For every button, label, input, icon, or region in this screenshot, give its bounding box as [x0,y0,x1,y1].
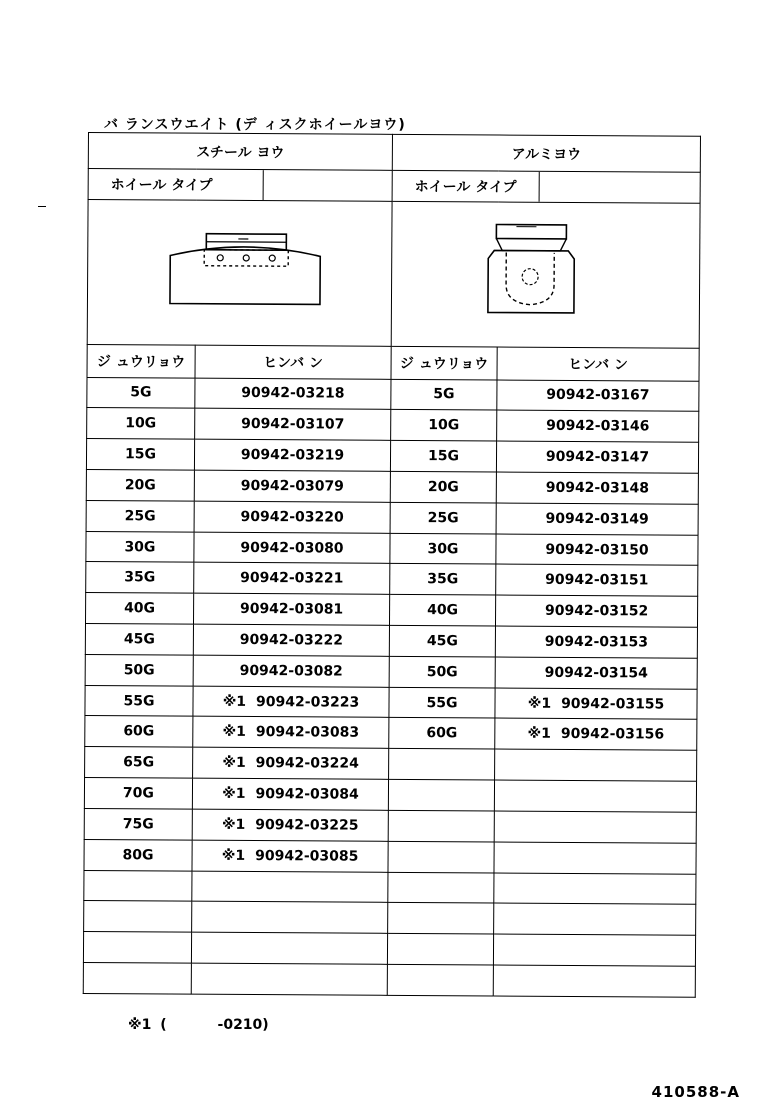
steel-part-cell [193,747,389,779]
table-row [84,778,696,813]
alum-weight-cell [388,810,494,841]
margin-tick-mark [38,206,46,207]
steel-weight-cell: 25G [86,500,194,531]
steel-part-header: ヒンバ ン [195,345,391,379]
table-row [86,531,698,566]
part-number: 90942-03219 [240,447,345,464]
alum-part-cell [493,965,695,997]
table-row [84,901,696,936]
steel-weight-cell [84,901,192,932]
alum-wheel-type-label: ホイール タイプ [393,171,540,201]
table-row [83,932,695,967]
alum-adhesive-weight-icon [445,212,646,333]
alum-weight-cell [387,934,493,965]
alum-part-cell [494,903,696,935]
steel-weight-cell [83,932,191,963]
alum-weight-cell: 55G [389,687,495,718]
note-mark: ※1 [222,693,247,710]
steel-wheel-type-cell [88,169,392,201]
part-number: 90942-03084 [255,786,359,803]
part-number: 90942-03148 [545,479,650,497]
steel-part-cell [193,655,389,687]
steel-part-cell [193,686,389,718]
alum-weight-cell: 5G [391,379,497,410]
page-title: バ ランスウエイト (デ ィスクホイールヨウ) [104,117,406,133]
alum-weight-cell [388,779,494,810]
part-number: 90942-03152 [544,602,649,620]
steel-part-cell [194,470,390,502]
balance-weight-table [83,132,700,998]
steel-part-cell [194,501,390,533]
table-row [85,624,697,659]
part-number: 90942-03081 [239,601,344,618]
steel-weight-cell: 80G [84,839,192,870]
table-row [85,593,697,628]
table-row [85,654,697,689]
alum-weight-header: ジ ュウリョウ [391,347,497,380]
part-number: 90942-03082 [239,662,343,680]
document-id: 410588-A [651,1083,740,1101]
alum-weight-cell [389,749,495,780]
alum-weight-drawing [391,201,700,348]
footnote-range-end: -0210) [217,1017,269,1033]
steel-weight-cell: 35G [86,562,194,593]
alum-weight-cell: 25G [390,502,496,533]
alum-wheel-type-cell [392,171,700,203]
steel-part-cell [192,901,388,933]
note-mark: ※1 [222,755,246,772]
table-row [86,562,698,597]
alum-part-cell [497,380,699,412]
alum-weight-cell: 10G [391,410,497,441]
table-row [86,469,698,504]
note-mark: ※1 [222,724,246,741]
part-number: 90942-03146 [546,418,650,435]
part-number: 90942-03156 [560,726,665,743]
steel-part-cell [191,932,387,964]
alum-weight-cell: 15G [390,441,496,472]
table-row [84,870,696,905]
steel-weight-cell: 5G [87,377,195,408]
note-mark: ※1 [527,726,551,743]
steel-wheel-type-value [264,170,392,200]
steel-weight-cell: 10G [87,408,195,439]
alum-weight-cell: 45G [389,625,495,656]
alum-part-cell [494,780,696,812]
steel-section-header: スチール ヨウ [88,133,392,171]
part-number: 90942-03107 [241,416,345,433]
alum-part-cell [493,934,695,966]
table-row [86,439,698,474]
footnote-mark: ※1 [128,1017,152,1033]
alum-part-cell [496,564,698,596]
steel-weight-cell [83,962,191,994]
steel-weight-cell: 65G [85,747,193,778]
part-number: 90942-03147 [545,448,650,466]
steel-weight-cell: 55G [85,685,193,716]
part-number: 90942-03149 [545,510,649,528]
alum-weight-cell [387,964,493,996]
alum-part-cell [496,441,698,473]
table-row [83,962,695,997]
alum-part-cell [494,811,696,843]
note-mark: ※1 [221,816,246,833]
part-number: 90942-03085 [255,847,359,865]
alum-part-cell [496,472,698,504]
part-number: 90942-03080 [240,539,344,557]
alum-part-cell [495,626,697,658]
steel-weight-cell: 70G [84,778,192,809]
footnote [128,1017,269,1033]
steel-weight-cell: 60G [85,716,193,747]
alum-weight-cell: 50G [389,656,495,687]
part-number: 90942-03151 [545,572,649,589]
alum-weight-cell: 35G [390,564,496,595]
part-number: 90942-03221 [240,570,344,587]
table-row [84,808,696,843]
part-number: 90942-03218 [241,385,345,403]
note-mark: ※1 [221,847,246,864]
steel-weight-cell: 15G [86,439,194,470]
steel-weight-cell: 20G [86,469,194,500]
alum-part-cell [495,718,697,750]
alum-weight-cell [388,903,494,934]
steel-part-cell [194,563,390,595]
alum-weight-cell: 40G [390,595,496,626]
alum-weight-cell [388,872,494,903]
steel-weight-header: ジ ュウリョウ [87,345,195,378]
steel-part-cell [195,378,391,410]
note-mark: ※1 [527,695,552,712]
steel-weight-cell: 45G [85,624,193,655]
alum-part-cell [497,410,699,442]
part-number: 90942-03083 [255,724,360,742]
table-row [87,408,699,443]
table-row [87,377,699,412]
part-number: 90942-03167 [546,387,650,404]
steel-weight-cell: 50G [85,654,193,685]
table-row [85,747,697,782]
alum-part-cell [494,873,696,905]
steel-part-cell [192,778,388,810]
part-number: 90942-03222 [239,631,344,649]
part-number: 90942-03079 [240,477,345,495]
steel-part-cell [193,717,389,749]
steel-weight-drawing [87,199,392,346]
steel-weight-cell: 75G [84,808,192,839]
part-number: 90942-03150 [545,541,649,558]
alum-part-cell [495,749,697,781]
steel-part-cell [193,593,389,625]
alum-section-header: アルミヨウ [392,134,700,172]
alum-part-cell [496,595,698,627]
note-mark: ※1 [222,785,246,802]
steel-part-cell [193,624,389,656]
footnote-open-paren: ( [160,1017,167,1033]
part-number: 90942-03154 [544,664,648,682]
alum-part-header: ヒンバ ン [497,347,699,381]
table-row [86,500,698,535]
steel-part-cell [192,840,388,872]
part-number: 90942-03225 [255,816,359,834]
part-number: 90942-03224 [255,755,359,772]
table-row [84,839,696,874]
steel-weight-cell: 40G [85,593,193,624]
part-number: 90942-03223 [256,693,360,711]
alum-part-cell [495,688,697,720]
steel-part-cell [191,963,387,995]
steel-part-cell [192,809,388,841]
alum-weight-cell: 60G [389,718,495,749]
steel-part-cell [195,409,391,441]
steel-part-cell [194,532,390,564]
alum-part-cell [494,842,696,874]
alum-weight-cell: 20G [390,471,496,502]
table-row [85,716,697,751]
alum-part-cell [495,657,697,689]
alum-wheel-type-value [540,172,700,202]
alum-part-cell [496,503,698,535]
part-number: 90942-03155 [561,695,665,713]
steel-part-cell [194,439,390,471]
alum-weight-cell [388,841,494,872]
steel-weight-cell [84,870,192,901]
steel-wheel-type-label: ホイール タイプ [89,169,264,199]
alum-part-cell [496,534,698,566]
steel-clip-weight-icon [139,215,340,326]
steel-part-cell [192,871,388,903]
alum-weight-cell: 30G [390,533,496,564]
steel-weight-cell: 30G [86,531,194,562]
part-number: 90942-03153 [544,633,649,651]
table-row [85,685,697,720]
part-number: 90942-03220 [240,508,344,526]
